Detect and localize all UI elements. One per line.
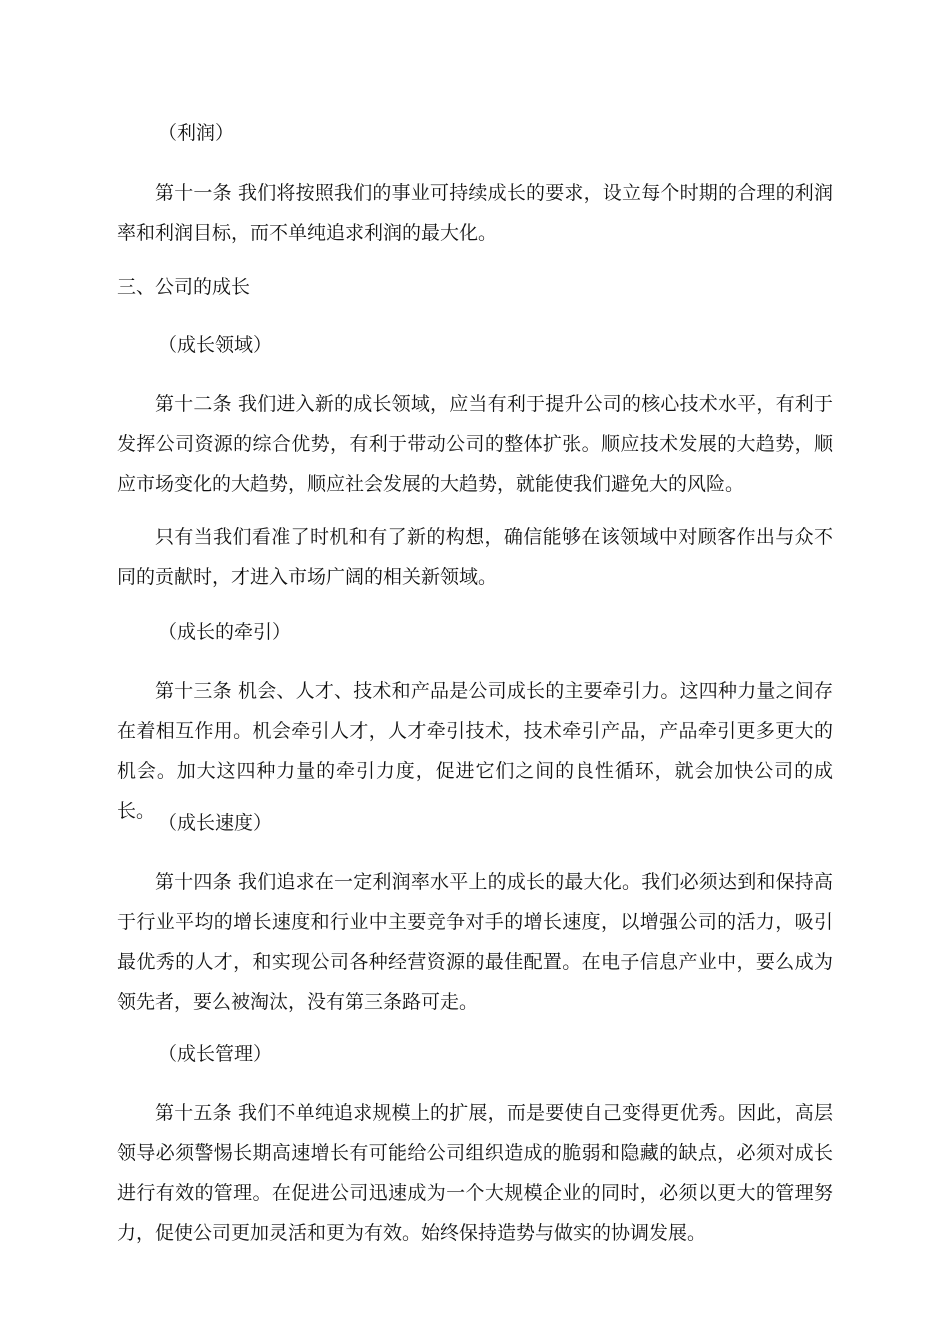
- article-13-paragraph: 第十三条 机会、人才、技术和产品是公司成长的主要牵引力。这四种力量之间存在着相互作用。机会牵引人才，人才牵引技术，技术牵引产品，产品牵引更多更大的机会。加大这四种力量的牵引力度，促进它们之间的良性循环，就会加快公司的成长。: [117, 680, 833, 822]
- article-12-continuation-paragraph: 只有当我们看准了时机和有了新的构想，确信能够在该领域中对顾客作出与众不同的贡献时，才进入市场广阔的相关新领域。: [117, 526, 833, 588]
- section-heading-growth: 三、公司的成长: [117, 276, 251, 298]
- heading-growth-speed: （成长速度）: [158, 812, 273, 834]
- heading-growth-area: （成长领域）: [158, 334, 273, 356]
- heading-profit: （利润）: [158, 122, 235, 144]
- article-15-paragraph: 第十五条 我们不单纯追求规模上的扩展，而是要使自己变得更优秀。因此，高层领导必须警惕长期高速增长有可能给公司组织造成的脆弱和隐藏的缺点，必须对成长进行有效的管理。在促进公司迅速成为一个大规模企业的同时，必须以更大的管理努力，促使公司更加灵活和更为有效。始终保持造势与做实的协调发展。: [117, 1102, 833, 1244]
- article-12-paragraph: 第十二条 我们进入新的成长领域，应当有利于提升公司的核心技术水平，有利于发挥公司资源的综合优势，有利于带动公司的整体扩张。顺应技术发展的大趋势，顺应市场变化的大趋势，顺应社会发展的大趋势，就能使我们避免大的风险。: [117, 393, 833, 495]
- heading-growth-traction: （成长的牵引）: [158, 621, 292, 643]
- heading-growth-management: （成长管理）: [158, 1043, 273, 1065]
- article-11-paragraph: 第十一条 我们将按照我们的事业可持续成长的要求，设立每个时期的合理的利润率和利润目标，而不单纯追求利润的最大化。: [117, 182, 833, 244]
- article-14-paragraph: 第十四条 我们追求在一定利润率水平上的成长的最大化。我们必须达到和保持高于行业平均的增长速度和行业中主要竞争对手的增长速度，以增强公司的活力，吸引最优秀的人才，和实现公司各种经营资源的最佳配置。在电子信息产业中，要么成为领先者，要么被淘汰，没有第三条路可走。: [117, 871, 833, 1013]
